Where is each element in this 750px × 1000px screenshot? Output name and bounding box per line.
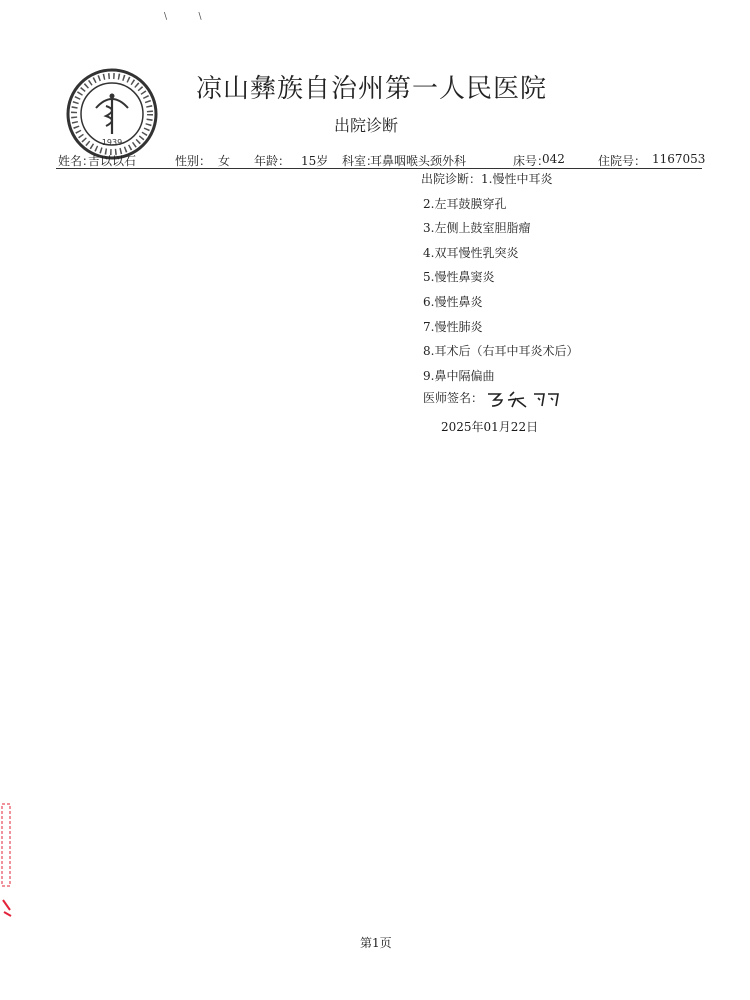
dept-label: 科室： [342, 154, 379, 168]
patient-name: 吉以以石 [88, 154, 137, 168]
diagnosis-item: 3.左侧上鼓室胆脂瘤 [423, 221, 531, 236]
diagnosis-item: 9.鼻中隔偏曲 [423, 368, 495, 383]
diagnosis-item: 8.耳术后（右耳中耳炎术后） [423, 344, 579, 359]
age-label: 年龄： [254, 154, 291, 168]
scan-marks: \ \ [164, 12, 202, 22]
diagnosis-item: 2.左耳鼓膜穿孔 [423, 196, 507, 211]
doctor-signature [484, 388, 562, 410]
patient-gender: 女 [218, 154, 231, 168]
diagnosis-item: 7.慢性肺炎 [423, 319, 483, 334]
svg-text:1939: 1939 [101, 138, 123, 147]
signature-date: 2025年01月22日 [441, 420, 539, 434]
page-number: 第1页 [360, 936, 392, 950]
admission-number: 1167053 [652, 152, 706, 166]
patient-dept: 耳鼻咽喉头颈外科 [370, 154, 467, 168]
edge-stamp [0, 800, 14, 920]
admission-label: 住院号： [598, 154, 647, 168]
hospital-logo [66, 68, 158, 160]
header-divider [56, 168, 702, 169]
document-title: 出院诊断 [334, 116, 399, 135]
signature-label: 医师签名： [423, 391, 484, 405]
diagnosis-item: 6.慢性鼻炎 [423, 294, 483, 309]
gender-label: 性别： [175, 154, 212, 168]
diagnosis-item: 出院诊断：1.慢性中耳炎 [421, 172, 553, 186]
name-label: 姓名： [58, 154, 95, 168]
diagnosis-item: 5.慢性鼻窦炎 [423, 270, 495, 285]
hospital-name: 凉山彝族自治州第一人民医院 [196, 74, 548, 104]
diagnosis-item: 4.双耳慢性乳突炎 [423, 245, 519, 260]
diagnosis-label: 出院诊断： [421, 172, 482, 186]
patient-bed: 042 [542, 152, 565, 166]
diagnosis-list [423, 170, 723, 391]
bed-label: 床号： [513, 154, 550, 168]
patient-age: 15岁 [301, 154, 329, 168]
